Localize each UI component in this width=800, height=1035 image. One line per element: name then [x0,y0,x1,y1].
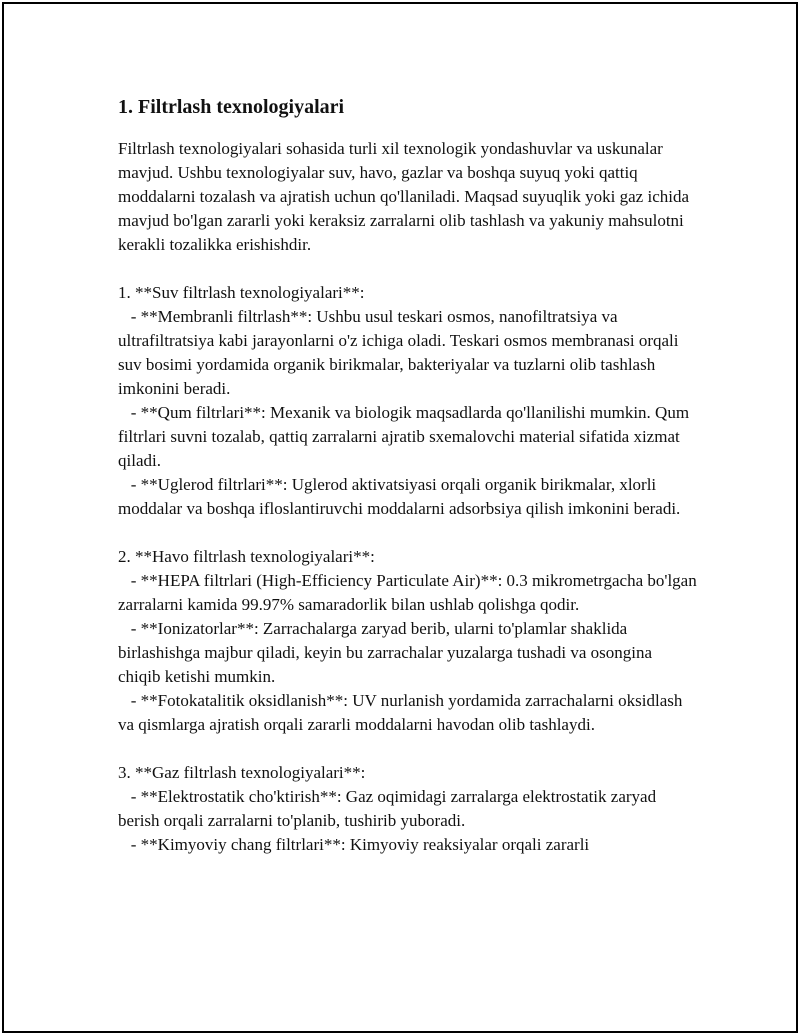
section-title: 3. **Gaz filtrlash texnologiyalari**: [118,763,366,782]
list-item: - **Ionizatorlar**: Zarrachalarga zaryad berib, ularni to'plamlar shaklida birlashishga majbur qiladi, keyin bu zarrachalar yuzalarga tushadi va osongina chiqib ketishi mumkin. [118,619,657,686]
spacer [118,737,698,761]
list-item: - **HEPA filtrlari (High-Efficiency Particulate Air)**: 0.3 mikrometrgacha bo'lgan zarralarni kamida 99.97% samaradorlik bilan ushlab qolishga qodir. [118,571,701,614]
document-body [118,94,701,857]
section-water [118,281,698,521]
list-item: - **Membranli filtrlash**: Ushbu usul teskari osmos, nanofiltratsiya va ultrafiltratsiya kabi jarayonlarni o'z ichiga oladi. Teskari osmos membranasi orqali suv bosimi yordamida organik birikmalar, bakteriyalar va tuzlarni olib tashlash imkonini beradi. [118,307,683,398]
intro-paragraph: Filtrlash texnologiyalari sohasida turli xil texnologik yondashuvlar va uskunalar mavjud. Ushbu texnologiyalar suv, havo, gazlar va boshqa suyuq yoki qattiq moddalarni tozalash va ajratish uchun qo'llaniladi. Maqsad suyuqlik yoki gaz ichida mavjud bo'lgan zararli yoki keraksiz zarralarni olib tashlash va yakuniy mahsulotni kerakli tozalikka erishishdir. [118,139,694,254]
list-item: - **Elektrostatik cho'ktirish**: Gaz oqimidagi zarralarga elektrostatik zaryad berish orqali zarralarni to'planib, tushirib yuboradi. [118,787,661,830]
section-title: 1. **Suv filtrlash texnologiyalari**: [118,283,365,302]
list-item: - **Fotokatalitik oksidlanish**: UV nurlanish yordamida zarrachalarni oksidlash va qismlarga ajratish orqali zararli moddalarni havodan olib tashlaydi. [118,691,687,734]
list-item: - **Uglerod filtrlari**: Uglerod aktivatsiyasi orqali organik birikmalar, xlorli moddalar va boshqa ifloslantiruvchi moddalarni adsorbsiya qilish imkonini beradi. [118,475,681,518]
spacer [118,257,698,281]
spacer [118,521,698,545]
list-item: - **Kimyoviy chang filtrlari**: Kimyoviy reaksiyalar orqali zararli [118,835,590,854]
section-heading: 1. Filtrlash texnologiyalari [118,96,345,118]
list-item: - **Qum filtrlari**: Mexanik va biologik maqsadlarda qo'llanilishi mumkin. Qum filtrlari suvni tozalab, qattiq zarralarni ajratib sxemalovchi material sifatida xizmat qiladi. [118,403,694,470]
section-title: 2. **Havo filtrlash texnologiyalari**: [118,547,375,566]
section-gas [118,761,698,857]
section-air [118,545,701,737]
